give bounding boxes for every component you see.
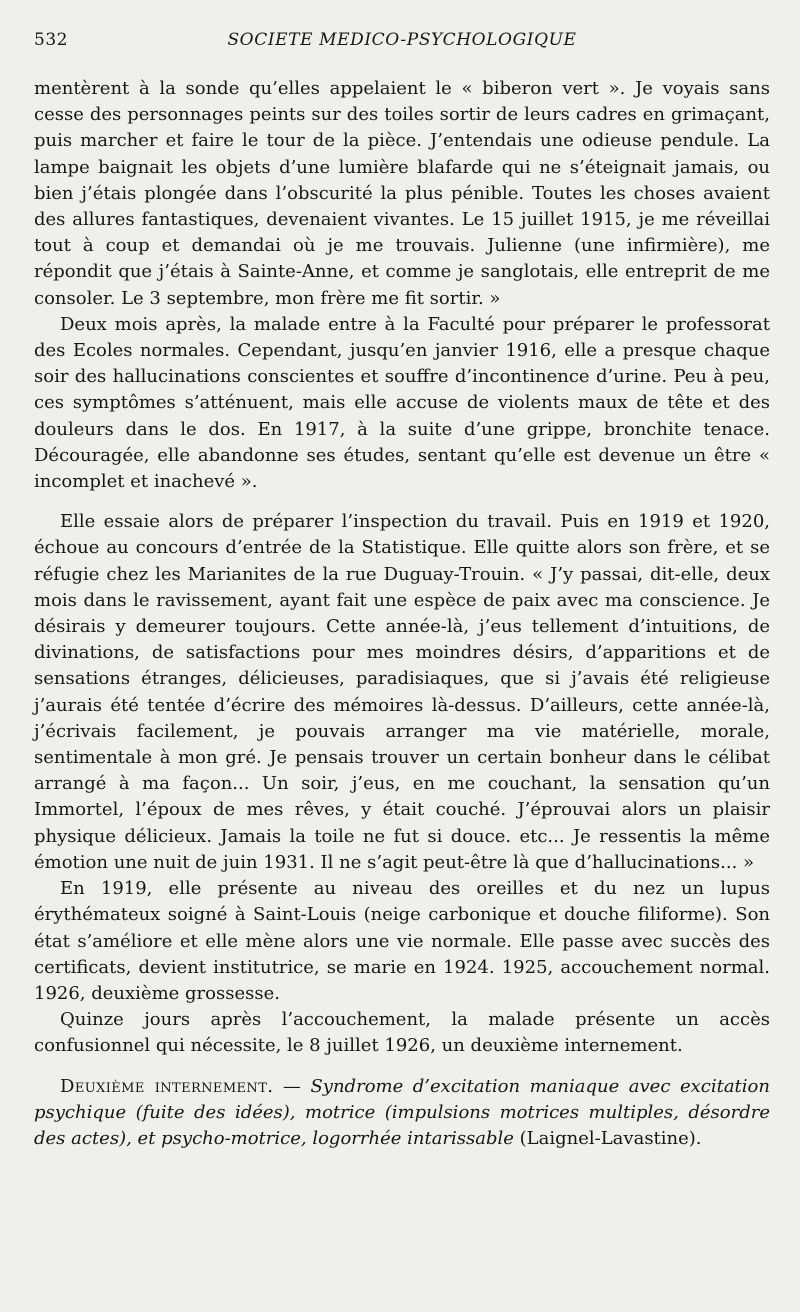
section-deuxieme-internement bbox=[34, 1074, 770, 1153]
paragraph-faculte: Deux mois après, la malade entre à la Faculté pour préparer le professorat des Ecoles normales. Cependant, jusqu’en janvier 1916, elle a presque chaque soir des hallucinations conscientes et souffre d’incontinence d’urine. Peu à peu, ces symptômes s’atténuent, mais elle accuse de violents maux de tête et des douleurs dans le dos. En 1917, à la suite d’une grippe, bronchite tenace. Découragée, elle abandonne ses études, sentant qu’elle est devenue un être « incomplet et inachevé ». bbox=[34, 313, 770, 493]
section-dash: — bbox=[273, 1075, 311, 1097]
section-citation: (Laignel-Lavastine). bbox=[513, 1127, 702, 1149]
paragraph-marianites: Elle essaie alors de préparer l’inspection du travail. Puis en 1919 et 1920, échoue au concours d’entrée de la Statistique. Elle quitte alors son frère, et se réfugie chez les Marianites de la rue Duguay-Trouin. « J’y passai, dit-elle, deux mois dans le ravissement, ayant fait une espèce de paix avec ma conscience. Je désirais y demeurer toujours. Cette année-là, j’eus tellement d’intuitions, de divinations, de satisfactions pour mes moindres désirs, d’apparitions et de sensations étranges, délicieuses, paradisiaques, que si j’avais été religieuse j’aurais été tentée d’écrire des mémoires là-dessus. D’ailleurs, cette année-là, j’écrivais facilement, je pouvais arranger ma vie matérielle, morale, sentimentale à mon gré. Je pensais trouver un certain bonheur dans le célibat arrangé à ma façon... Un soir, j’eus, en me couchant, la sensation qu’un Immortel, l’époux de mes rêves, y était couché. J’éprouvai alors un plaisir physique délicieux. Jamais la toile ne fut si douce. etc... Je ressentis la même émotion une nuit de juin 1931. Il ne s’agit peut-être là que d’hallucinations... » bbox=[34, 511, 770, 873]
body-text bbox=[34, 76, 770, 1152]
paragraph-lupus: En 1919, elle présente au niveau des oreilles et du nez un lupus érythémateux soigné à Saint-Louis (neige carbonique et douche filiforme). Son état s’améliore et elle mène alors une vie normale. Elle passe avec succès des certificats, devient institutrice, se marie en 1924. 1925, accouchement normal. 1926, deuxième grossesse. bbox=[34, 878, 770, 1004]
running-head: SOCIETE MEDICO-PSYCHOLOGIQUE bbox=[227, 30, 577, 50]
page-header bbox=[34, 30, 770, 54]
paragraph-accouchement: Quinze jours après l’accouchement, la malade présente un accès confusionnel qui nécessite, le 8 juillet 1926, un deuxième internement. bbox=[34, 1009, 770, 1057]
paragraph-continuation: mentèrent à la sonde qu’elles appelaient le « biberon vert ». Je voyais sans cesse des personnages peints sur des toiles sortir de leurs cadres en grimaçant, puis marcher et faire le tour de la pièce. J’entendais une odieuse pendule. La lampe baignait les objets d’une lumière blafarde qui ne s’éteignait jamais, ou bien j’étais plongée dans l’obscurité la plus pénible. Toutes les choses avaient des allures fantastiques, devenaient vivantes. Le 15 juillet 1915, je me réveillai tout à coup et demandai où je me trouvais. Julienne (une infirmière), me répondit que j’étais à Sainte-Anne, et comme je sanglotais, elle entreprit de me consoler. Le 3 septembre, mon frère me fit sortir. » bbox=[34, 78, 770, 309]
page-number: 532 bbox=[34, 30, 68, 50]
section-heading: Deuxième internement. bbox=[60, 1075, 274, 1097]
section-italic-text: Syndrome d’excitation maniaque avec excitation psychique (fuite des idées), motrice (impulsions motrices multiples, désordre des actes), et psycho-motrice, logorrhée intarissable bbox=[34, 1075, 770, 1149]
section-spacer bbox=[34, 1060, 770, 1074]
paragraph-spacer bbox=[34, 495, 770, 509]
